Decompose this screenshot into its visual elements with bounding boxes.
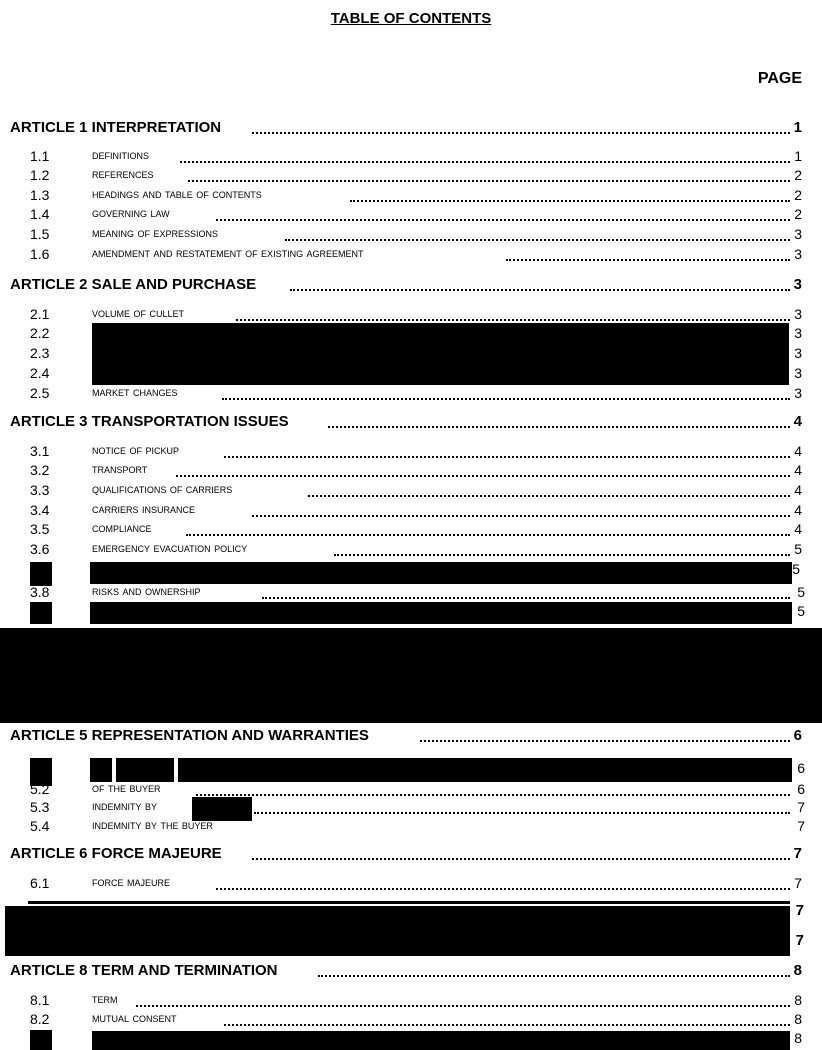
dot-leader	[252, 515, 790, 517]
article-label: ARTICLE 1 INTERPRETATION	[10, 119, 222, 136]
toc-article-3[interactable]	[0, 413, 822, 433]
section-label: market changes	[92, 385, 178, 399]
toc-section-3-6[interactable]	[0, 541, 822, 561]
dot-leader	[236, 319, 790, 321]
page-number: 5	[797, 584, 805, 600]
toc-section-1-2[interactable]	[0, 167, 822, 187]
section-label: definitions	[92, 148, 150, 162]
page-number: 6	[797, 760, 805, 776]
toc-article-6[interactable]	[0, 845, 822, 865]
redaction-block-article-4	[0, 628, 822, 723]
page-number: 7	[794, 875, 802, 891]
section-number: 8.2	[30, 1011, 50, 1027]
section-number: 2.4	[30, 365, 50, 381]
dot-leader	[285, 239, 790, 241]
page-number: 3	[794, 345, 802, 361]
dot-leader	[136, 1005, 790, 1007]
toc-section-1-4[interactable]	[0, 206, 822, 226]
toc-section-6-1[interactable]	[0, 875, 822, 895]
redaction-block	[178, 758, 792, 782]
page-number: 4	[794, 502, 802, 518]
dot-leader	[252, 132, 790, 134]
article-label: ARTICLE 3 TRANSPORTATION ISSUES	[10, 413, 289, 430]
toc-section-3-1[interactable]	[0, 443, 822, 463]
section-label: indemnity by the buyer	[92, 818, 213, 832]
section-label: compliance	[92, 521, 152, 535]
page-number: 6	[793, 727, 802, 744]
dot-leader	[222, 398, 790, 400]
section-number: 2.3	[30, 345, 50, 361]
redaction-block	[92, 1031, 790, 1050]
dot-leader	[216, 888, 790, 890]
toc-section-2-5[interactable]	[0, 385, 822, 405]
section-number: 2.1	[30, 306, 50, 322]
page-number: 7	[795, 932, 804, 949]
dot-leader	[196, 794, 790, 796]
toc-section-1-6[interactable]	[0, 246, 822, 266]
section-label: carriers insurance	[92, 502, 195, 516]
section-label: of the buyer	[92, 781, 161, 795]
page-number: 4	[794, 462, 802, 478]
toc-section-5-4[interactable]	[0, 818, 822, 832]
section-label: meaning of expressions	[92, 226, 218, 240]
article-label: ARTICLE 6 FORCE MAJEURE	[10, 845, 222, 862]
page-number: 3	[794, 365, 802, 381]
redaction-block	[30, 602, 52, 624]
section-label: references	[92, 167, 154, 181]
dot-leader	[224, 456, 790, 458]
page-number: 8	[793, 962, 802, 979]
section-number: 3.2	[30, 462, 50, 478]
redaction-line	[28, 901, 790, 904]
page-number: 3	[794, 246, 802, 262]
redaction-block	[116, 758, 174, 782]
section-label: emergency evacuation policy	[92, 541, 248, 555]
section-number: 5.3	[30, 799, 50, 815]
page-number: 1	[793, 119, 802, 136]
redaction-block	[90, 562, 792, 584]
page-number: 2	[794, 187, 802, 203]
redaction-block-article-7	[5, 906, 790, 956]
redaction-block	[90, 758, 112, 782]
section-label: indemnity by	[92, 799, 157, 813]
page-column-header: PAGE	[757, 70, 802, 87]
article-label: ARTICLE 8 TERM AND TERMINATION	[10, 962, 278, 979]
section-number: 5.2	[30, 781, 50, 797]
toc-section-5-3[interactable]	[0, 799, 822, 819]
dot-leader	[186, 534, 790, 536]
section-number: 3.6	[30, 541, 50, 557]
page-number: 2	[794, 167, 802, 183]
page-number: 8	[794, 1030, 802, 1046]
dot-leader	[216, 219, 790, 221]
dot-leader	[254, 812, 790, 814]
section-label: force majeure	[92, 875, 170, 889]
dot-leader	[334, 554, 790, 556]
page-number: 3	[794, 306, 802, 322]
toc-article-2[interactable]	[0, 276, 822, 296]
page-number: 3	[793, 276, 802, 293]
section-number: 3.8	[30, 584, 50, 600]
page-number: 4	[794, 482, 802, 498]
dot-leader	[350, 200, 790, 202]
section-label: governing law	[92, 206, 170, 220]
dot-leader	[420, 740, 790, 742]
section-label: volume of cullet	[92, 306, 184, 320]
section-number: 3.3	[30, 482, 50, 498]
dot-leader	[318, 975, 790, 977]
section-number: 3.4	[30, 502, 50, 518]
section-number: 1.1	[30, 148, 50, 164]
page-number: 7	[795, 902, 804, 919]
redaction-block	[30, 562, 52, 586]
toc-section-8-2[interactable]	[0, 1011, 822, 1031]
redaction-block	[90, 602, 792, 624]
section-label: risks and ownership	[92, 584, 201, 598]
section-number: 1.5	[30, 226, 50, 242]
dot-leader	[252, 858, 790, 860]
page-number: 8	[794, 992, 802, 1008]
page-number: 2	[794, 206, 802, 222]
dot-leader	[308, 495, 790, 497]
page-number: 1	[794, 148, 802, 164]
section-number: 1.6	[30, 246, 50, 262]
page-number: 7	[797, 799, 805, 815]
section-number: 5.4	[30, 818, 50, 832]
section-number: 1.3	[30, 187, 50, 203]
page-number: 5	[794, 541, 802, 557]
redaction-block	[30, 1030, 52, 1050]
toc-section-3-8[interactable]	[0, 584, 822, 604]
toc-article-5[interactable]	[0, 727, 822, 747]
section-number: 2.5	[30, 385, 50, 401]
toc-title: TABLE OF CONTENTS	[330, 10, 492, 27]
toc-section-1-5[interactable]	[0, 226, 822, 246]
section-number: 3.1	[30, 443, 50, 459]
toc-section-3-4[interactable]	[0, 502, 822, 522]
section-number: 1.2	[30, 167, 50, 183]
page-number: 3	[794, 385, 802, 401]
dot-leader	[180, 161, 790, 163]
toc-section-8-1[interactable]	[0, 992, 822, 1012]
section-number: 3.5	[30, 521, 50, 537]
article-label: ARTICLE 5 REPRESENTATION AND WARRANTIES	[10, 727, 369, 744]
section-number: 1.4	[30, 206, 50, 222]
section-number: 6.1	[30, 875, 50, 891]
dot-leader	[176, 475, 790, 477]
dot-leader	[290, 289, 790, 291]
page-number: 4	[794, 443, 802, 459]
toc-section-1-1[interactable]	[0, 148, 822, 168]
section-label: notice of pickup	[92, 443, 179, 457]
redaction-block	[92, 323, 789, 385]
dot-leader	[328, 426, 790, 428]
toc-article-1[interactable]	[0, 119, 822, 139]
dot-leader	[262, 597, 790, 599]
section-number: 2.2	[30, 325, 50, 341]
page-number: 5	[797, 603, 805, 619]
section-label: transport	[92, 462, 148, 476]
page-number: 4	[793, 413, 802, 430]
toc-article-8[interactable]	[0, 962, 822, 982]
toc-section-5-2[interactable]	[0, 781, 822, 801]
page-number: 3	[794, 226, 802, 242]
dot-leader	[188, 180, 790, 182]
page-number: 7	[797, 818, 805, 832]
dot-leader	[224, 1024, 790, 1026]
section-label: term	[92, 992, 118, 1006]
page-number: 5	[792, 561, 800, 577]
toc-section-3-3[interactable]	[0, 482, 822, 502]
section-label: amendment and restatement of existing agreement	[92, 246, 364, 260]
toc-section-3-5[interactable]	[0, 521, 822, 541]
section-label: mutual consent	[92, 1011, 177, 1025]
section-label: headings and table of contents	[92, 187, 262, 201]
section-number: 8.1	[30, 992, 50, 1008]
toc-section-1-3[interactable]	[0, 187, 822, 207]
article-label: ARTICLE 2 SALE AND PURCHASE	[10, 276, 257, 293]
dot-leader	[506, 259, 790, 261]
page-number: 7	[793, 845, 802, 862]
page-number: 3	[794, 325, 802, 341]
page-number: 6	[797, 781, 805, 797]
toc-section-3-2[interactable]	[0, 462, 822, 482]
page-number: 8	[794, 1011, 802, 1027]
page-number: 4	[794, 521, 802, 537]
section-label: qualifications of carriers	[92, 482, 233, 496]
